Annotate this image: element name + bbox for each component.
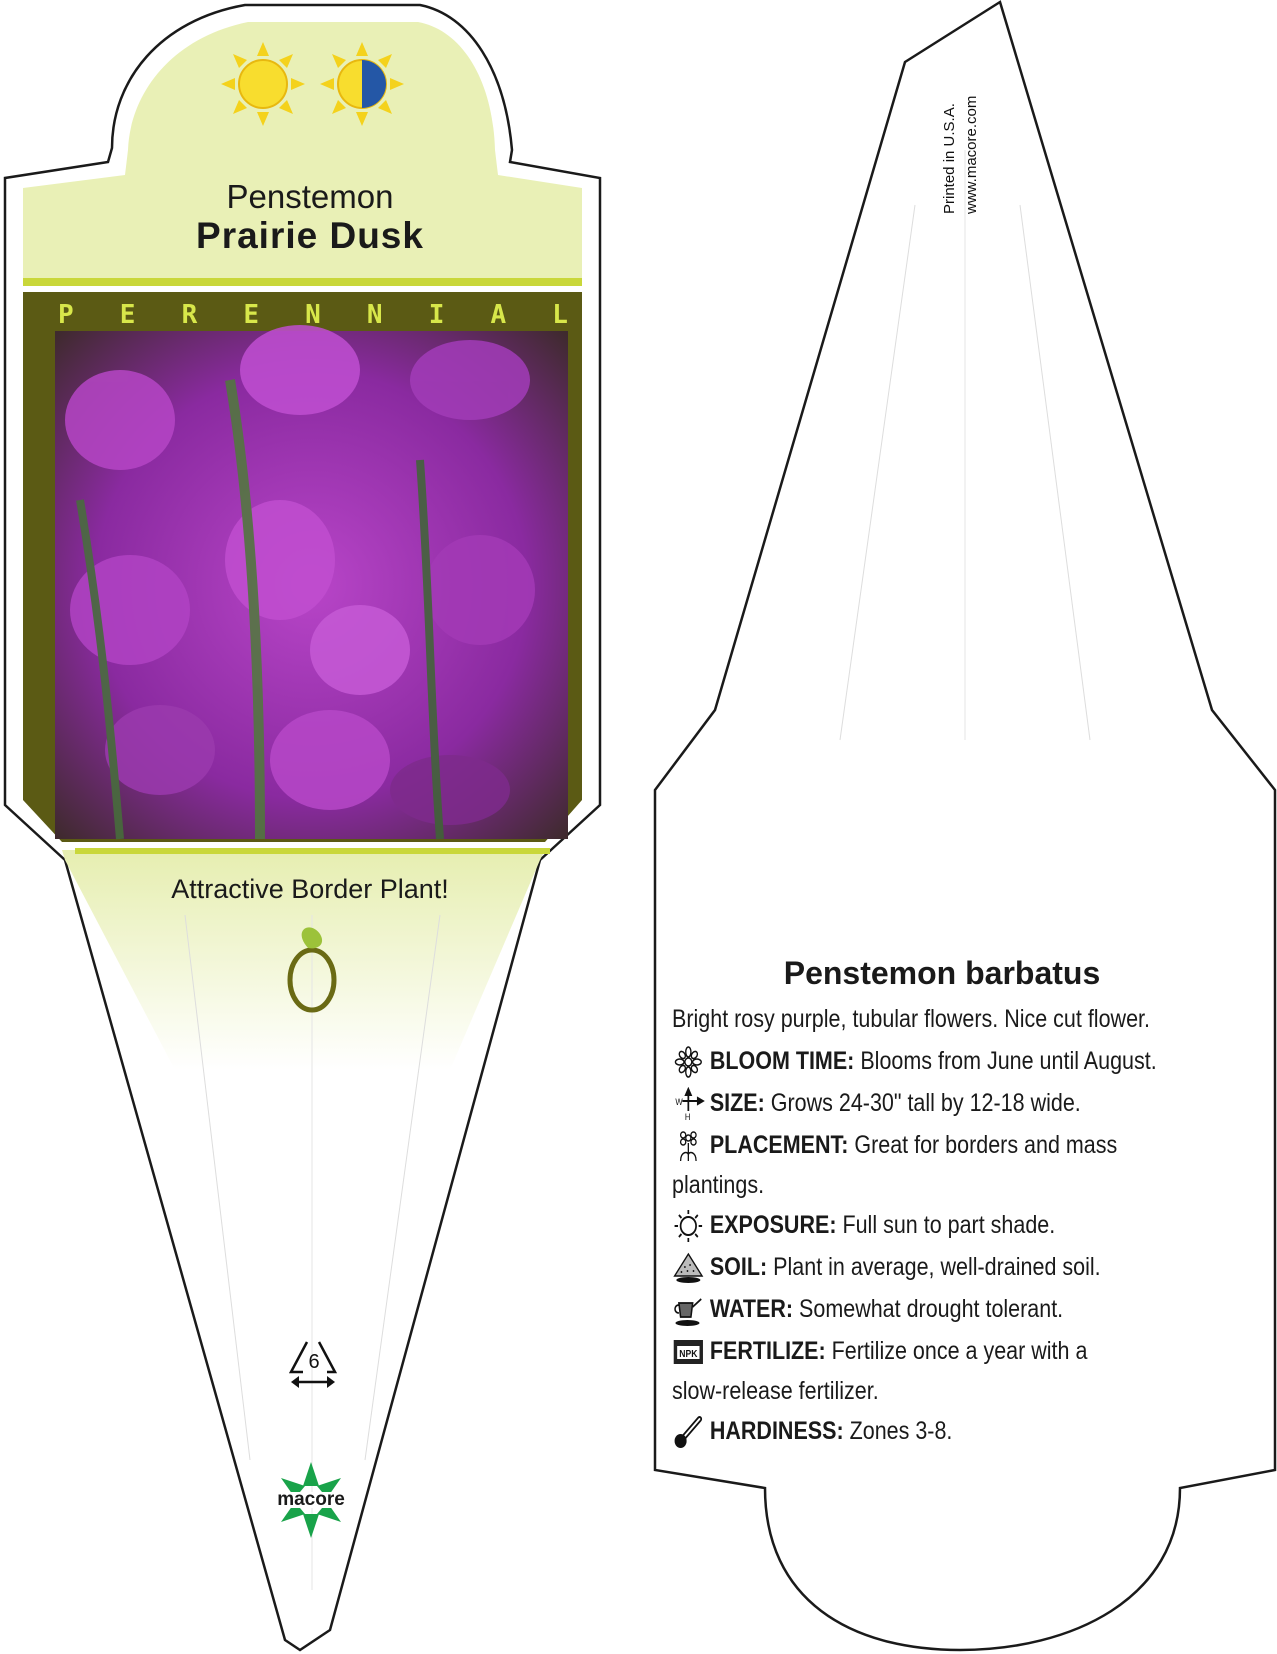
fertilize-row: NPK FERTILIZE: Fertilize once a year with a <box>672 1330 1154 1372</box>
placement-continued: plantings. <box>672 1171 765 1199</box>
care-instructions <box>672 955 1232 1452</box>
exposure-row: EXPOSURE: Full sun to part shade. <box>672 1204 1154 1246</box>
plant-tagline: Attractive Border Plant! <box>171 874 449 904</box>
category-letter: N <box>366 300 383 330</box>
category-letter: I <box>428 300 445 330</box>
sun-outline-icon <box>672 1209 705 1243</box>
svg-text:NPK: NPK <box>679 1348 698 1360</box>
size-arrows-icon <box>672 1087 705 1121</box>
category-letter: E <box>119 300 136 330</box>
plant-category <box>58 300 568 332</box>
printed-in-text: Printed in U.S.A. <box>941 103 958 214</box>
svg-text:H: H <box>684 1111 691 1122</box>
watering-can-icon <box>672 1293 705 1327</box>
website-text: www.macore.com <box>963 95 980 214</box>
thermometer-icon <box>672 1415 705 1449</box>
description: Bright rosy purple, tubular flowers. Nice cut flower. <box>672 1005 1150 1033</box>
botanical-name: Penstemon barbatus <box>783 955 1101 991</box>
bloom-time-row: BLOOM TIME: Blooms from June until August. <box>672 1040 1154 1082</box>
soil-icon <box>672 1251 705 1285</box>
svg-text:W: W <box>675 1096 683 1108</box>
plant-cultivar: Prairie Dusk <box>196 215 424 256</box>
full-sun-icon <box>221 42 305 126</box>
category-letter: P <box>58 300 74 330</box>
fertilize-continued: slow-release fertilizer. <box>672 1377 879 1405</box>
print-note <box>941 54 1001 214</box>
category-letter: E <box>243 300 259 330</box>
flower-photo-detail <box>65 325 535 839</box>
plant-genus: Penstemon <box>226 178 394 215</box>
flower-icon <box>672 1045 705 1079</box>
part-sun-icon <box>320 42 404 126</box>
water-row: WATER: Somewhat drought tolerant. <box>672 1288 1154 1330</box>
category-letter: N <box>305 300 321 330</box>
placement-row: PLACEMENT: Great for borders and mass <box>672 1124 1154 1166</box>
brand-name: macore <box>277 1489 345 1510</box>
recycle-code: 6 <box>308 1351 320 1373</box>
soil-row: SOIL: Plant in average, well-drained soil. <box>672 1246 1154 1288</box>
category-letter: A <box>490 300 507 330</box>
category-letter: R <box>181 300 198 330</box>
category-letter: L <box>552 300 568 330</box>
size-row: W H SIZE: Grows 24-30" tall by 12-18 wide. <box>672 1082 1154 1124</box>
npk-icon <box>672 1335 705 1369</box>
hardiness-row: HARDINESS: Zones 3-8. <box>672 1410 1154 1452</box>
placement-icon <box>672 1129 705 1163</box>
